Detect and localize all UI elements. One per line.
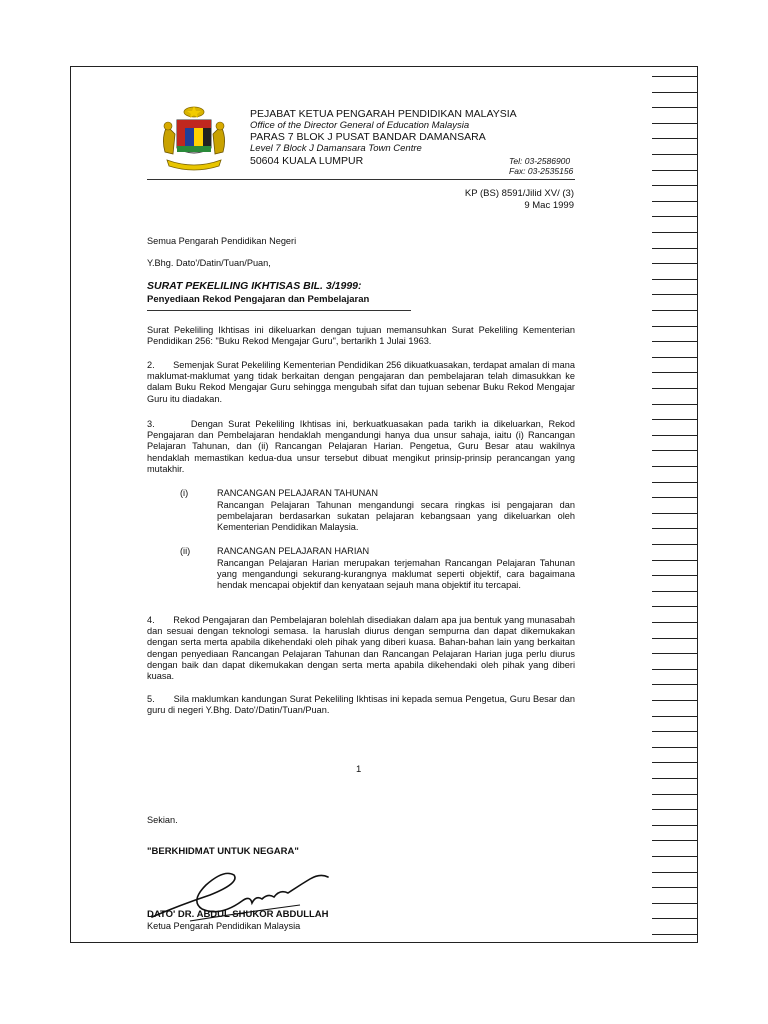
ruled-line (652, 279, 698, 280)
ruled-line (652, 341, 698, 342)
ruled-line (652, 684, 698, 685)
ruled-line (652, 575, 698, 576)
item-i-title: RANCANGAN PELAJARAN TAHUNAN (217, 488, 378, 498)
ruled-line (652, 560, 698, 561)
ruled-line (652, 622, 698, 623)
paragraph-2: 2. Semenjak Surat Pekeliling Kementerian Pendidikan 256 dikuatkuasakan, terdapat amalan di mana maklumat-maklumat yang tidak berkaitan dengan pengajaran dan pembelajaran telah dimasukkan ke dalam Buku Rekod Mengajar Guru sehingga mengubah sifat dan tujuan sebenar Buku Rekod Mengajar Guru itu diadakan. (147, 360, 575, 404)
ruled-line (652, 934, 698, 935)
ruled-line (652, 123, 698, 124)
ruled-line (652, 372, 698, 373)
item-ii-title: RANCANGAN PELAJARAN HARIAN (217, 546, 370, 556)
ruled-line (652, 138, 698, 139)
ruled-line (652, 872, 698, 873)
ruled-line (652, 294, 698, 295)
ruled-line (652, 170, 698, 171)
ruled-line (652, 154, 698, 155)
recipient-line: Semua Pengarah Pendidikan Negeri (147, 236, 297, 246)
ruled-line (652, 825, 698, 826)
ruled-line (652, 918, 698, 919)
telephone-number: Tel: 03-2586900 (509, 156, 571, 166)
ruled-line (652, 482, 698, 483)
office-name-malay: PEJABAT KETUA PENGARAH PENDIDIKAN MALAYSIA (250, 108, 517, 120)
ruled-line (652, 310, 698, 311)
ruled-line (652, 794, 698, 795)
ruled-line (652, 248, 698, 249)
item-ii-label: (ii) (180, 546, 191, 556)
ruled-line (652, 778, 698, 779)
ruled-line (652, 76, 698, 77)
ruled-line (652, 762, 698, 763)
page-number: 1 (356, 764, 362, 775)
fax-number: Fax: 03-2535156 (509, 166, 574, 176)
greeting-line: Y.Bhg. Dato'/Datin/Tuan/Puan, (147, 258, 271, 268)
ruled-line (652, 404, 698, 405)
header-divider (147, 179, 575, 180)
ruled-line (652, 92, 698, 93)
ruled-line (652, 388, 698, 389)
address-line-english: Level 7 Block J Damansara Town Centre (250, 143, 422, 154)
ruled-line (652, 107, 698, 108)
signatory-name: DATO' DR. ABDUL SHUKOR ABDULLAH (147, 909, 329, 920)
ruled-line (652, 809, 698, 810)
ruled-line (652, 263, 698, 264)
ruled-line (652, 716, 698, 717)
subject-underline (147, 310, 411, 311)
ruled-line (652, 887, 698, 888)
ruled-line (652, 731, 698, 732)
item-ii-body: Rancangan Pelajaran Harian merupakan terjemahan Rancangan Pelajaran Tahunan yang mengandungi sekurang-kurangnya maklumat seperti objektif, cara bagaimana hendak mencapai objektif dan kenyataan sejauh mana objektif itu tercapai. (217, 558, 575, 591)
coat-of-arms-emblem (157, 104, 231, 176)
item-i-body: Rancangan Pelajaran Tahunan mengandungi secara ringkas isi pengajaran dan pembelajaran berdasarkan sukatan pelajaran kebangsaan yang dikeluarkan oleh Kementerian Pendidikan Malaysia. (217, 500, 575, 533)
ruled-line (652, 856, 698, 857)
closing-sekian: Sekian. (147, 815, 178, 825)
ruled-line (652, 185, 698, 186)
ruled-line (652, 700, 698, 701)
item-i-label: (i) (180, 488, 189, 498)
paragraph-4: 4. Rekod Pengajaran dan Pembelajaran bolehlah disediakan dalam apa jua bentuk yang munasabah dan sesuai dengan teknologi semasa. Ia haruslah diurus dengan sempurna dan dapat dikemukakan dengan serta merta apabila dikehendaki oleh pihak yang diberi kuasa. Bahan-bahan lain yang berkaitan dengan penyediaan Rancangan Pelajaran Tahunan dan Rancangan Pelajaran Harian juga perlu diurus dengan baik dan dapat dikemukakan dengan serta merta apabila dikehendaki oleh pihak yang diberi kuasa. (147, 615, 575, 682)
ruled-line (652, 840, 698, 841)
motto: "BERKHIDMAT UNTUK NEGARA" (147, 846, 299, 857)
ruled-line (652, 357, 698, 358)
ruled-line (652, 653, 698, 654)
ruled-margin (652, 66, 698, 943)
paragraph-5: 5. Sila maklumkan kandungan Surat Pekeliling Ikhtisas ini kepada semua Pengetua, Guru Besar dan guru di negeri Y.Bhg. Dato'/Datin/Tuan/Puan. (147, 694, 575, 716)
ruled-line (652, 669, 698, 670)
ruled-line (652, 435, 698, 436)
ruled-line (652, 544, 698, 545)
ruled-line (652, 466, 698, 467)
reference-number: KP (BS) 8591/Jilid XV/ (3) (464, 188, 574, 199)
letter-date: 9 Mac 1999 (524, 200, 574, 211)
ruled-line (652, 216, 698, 217)
subject-title: SURAT PEKELILING IKHTISAS BIL. 3/1999: (147, 280, 362, 292)
signatory-position: Ketua Pengarah Pendidikan Malaysia (147, 921, 301, 931)
ruled-line (652, 638, 698, 639)
ruled-line (652, 747, 698, 748)
office-name-english: Office of the Director General of Education Malaysia (250, 120, 470, 131)
ruled-line (652, 513, 698, 514)
ruled-line (652, 497, 698, 498)
ruled-line (652, 528, 698, 529)
paragraph-1: Surat Pekeliling Ikhtisas ini dikeluarkan dengan tujuan memansuhkan Surat Pekeliling Kementerian Pendidikan 256: "Buku Rekod Mengajar Guru", bertarikh 1 Julai 1963. (147, 325, 575, 347)
ruled-line (652, 450, 698, 451)
ruled-line (652, 419, 698, 420)
subject-subtitle: Penyediaan Rekod Pengajaran dan Pembelajaran (147, 294, 370, 305)
ruled-line (652, 232, 698, 233)
postcode-city: 50604 KUALA LUMPUR (250, 155, 364, 167)
ruled-line (652, 606, 698, 607)
ruled-line (652, 326, 698, 327)
paragraph-3: 3. Dengan Surat Pekeliling Ikhtisas ini, berkuatkuasakan pada tarikh ia dikeluarkan, Rekod Pengajaran dan Pembelajaran hendaklah mengandungi hanya dua unsur sahaja, iaitu (i) Rancangan Pelajaran Tahunan, dan (ii) Rancangan Pelajaran Harian. Pengetua, Guru Besar atau wakilnya hendaklah memastikan kedua-dua unsur tersebut dibuat mengikut prinsip-prinsip perancangan yang mutakhir. (147, 419, 575, 474)
ruled-line (652, 591, 698, 592)
ruled-line (652, 201, 698, 202)
address-line-malay: PARAS 7 BLOK J PUSAT BANDAR DAMANSARA (250, 131, 486, 143)
ruled-line (652, 903, 698, 904)
